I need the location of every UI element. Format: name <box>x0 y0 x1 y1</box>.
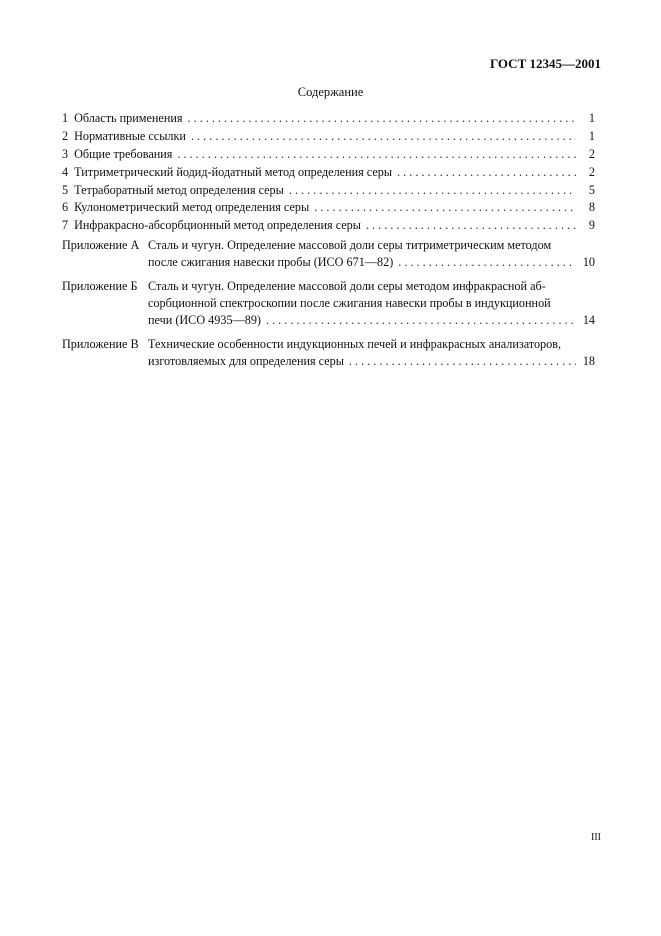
toc-entry-number: 5 <box>62 182 69 197</box>
appendix-title-line: изготовляемых для определения серы <box>148 354 344 369</box>
toc-entry-7[interactable] <box>62 217 595 235</box>
appendix-title-line: Сталь и чугун. Определение массовой доли серы титриметрическим методом <box>148 238 552 253</box>
dot-leader <box>349 353 576 370</box>
document-code: ГОСТ 12345—2001 <box>489 56 601 71</box>
toc-entry-page: 10 <box>582 255 595 270</box>
toc-entry-number: 1 <box>62 111 69 125</box>
toc-entry-page: 2 <box>588 146 595 161</box>
toc-entry-6[interactable] <box>62 199 595 217</box>
appendix-title-line: после сжигания навески пробы (ИСО 671—82) <box>148 255 394 270</box>
toc-entry-page: 1 <box>588 128 595 143</box>
appendix-label: Приложение Б <box>62 279 138 294</box>
appendix-title-line: Технические особенности индукционных печей и инфракрасных анализаторов, <box>148 337 562 352</box>
toc-entry-number: 2 <box>62 128 69 143</box>
toc-entry-title: Тетраборатный метод определения серы <box>74 182 284 197</box>
appendix-title-line: печи (ИСО 4935—89) <box>148 313 261 328</box>
toc-entry-title: Область применения <box>74 111 183 125</box>
dot-leader <box>289 182 576 200</box>
table-of-contents <box>62 110 595 377</box>
toc-entry-page: 9 <box>588 218 595 233</box>
toc-entry-page: 14 <box>582 313 595 328</box>
toc-title: Содержание <box>297 85 364 99</box>
toc-entry-1[interactable] <box>62 110 595 128</box>
appendix-label: Приложение В <box>62 337 139 352</box>
dot-leader <box>187 110 576 128</box>
toc-entry-page: 1 <box>588 111 595 125</box>
toc-appendix-b[interactable] <box>62 278 595 329</box>
dot-leader <box>177 146 576 164</box>
toc-entry-2[interactable] <box>62 128 595 146</box>
toc-entry-number: 7 <box>62 218 69 233</box>
toc-entry-page: 18 <box>582 354 595 369</box>
toc-entry-page: 2 <box>588 164 595 179</box>
toc-entry-page: 8 <box>588 200 595 215</box>
toc-entry-number: 4 <box>62 164 69 179</box>
dot-leader <box>266 312 576 329</box>
toc-entry-3[interactable] <box>62 146 595 164</box>
toc-entry-title: Нормативные ссылки <box>74 128 186 143</box>
dot-leader <box>191 128 576 146</box>
dot-leader <box>366 217 576 235</box>
toc-entry-number: 3 <box>62 146 69 161</box>
dot-leader <box>314 199 576 217</box>
page-number: III <box>591 832 601 843</box>
appendix-title-line: сорбционной спектроскопии после сжигания навески пробы в индукционной <box>148 296 551 311</box>
appendix-label: Приложение А <box>62 238 140 253</box>
dot-leader <box>398 254 576 271</box>
toc-entry-4[interactable] <box>62 164 595 182</box>
toc-appendix-v[interactable] <box>62 336 595 370</box>
toc-entry-number: 6 <box>62 200 69 215</box>
toc-entry-page: 5 <box>588 182 595 197</box>
dot-leader <box>397 164 576 182</box>
toc-entry-title: Титриметрический йодид-йодатный метод определения серы <box>74 164 393 179</box>
toc-entry-5[interactable] <box>62 182 595 200</box>
toc-entry-title: Кулонометрический метод определения серы <box>74 200 310 215</box>
toc-entry-title: Общие требования <box>74 146 173 161</box>
appendix-title-line: Сталь и чугун. Определение массовой доли серы методом инфракрасной аб- <box>148 279 546 294</box>
toc-entry-title: Инфракрасно-абсорбционный метод определения серы <box>74 218 361 233</box>
toc-appendix-a[interactable] <box>62 237 595 271</box>
